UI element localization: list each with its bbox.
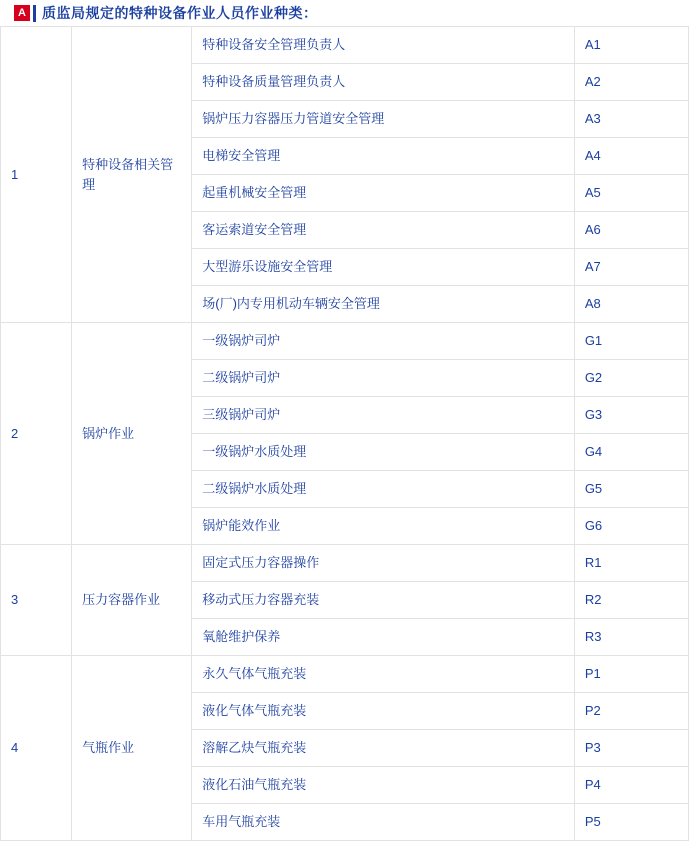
item-name: 特种设备质量管理负责人 [192,64,575,101]
item-code: P1 [574,656,688,693]
group-category-label: 气瓶作业 [82,740,135,755]
item-code: A8 [574,286,688,323]
item-code: R1 [574,545,688,582]
item-name: 场(厂)内专用机动车辆安全管理 [192,286,575,323]
item-name: 溶解乙炔气瓶充装 [192,730,575,767]
item-code: A7 [574,249,688,286]
item-code: G6 [574,508,688,545]
group-category [72,27,192,323]
item-name: 客运索道安全管理 [192,212,575,249]
group-index: 2 [1,323,72,545]
item-name: 二级锅炉司炉 [192,360,575,397]
item-code: P4 [574,767,688,804]
item-code: G4 [574,434,688,471]
item-code: A2 [574,64,688,101]
item-name: 锅炉能效作业 [192,508,575,545]
group-category [72,545,192,656]
item-name: 二级锅炉水质处理 [192,471,575,508]
item-code: R3 [574,619,688,656]
item-code: P2 [574,693,688,730]
item-name: 一级锅炉司炉 [192,323,575,360]
group-index: 1 [1,27,72,323]
item-name: 车用气瓶充装 [192,804,575,841]
table-row [1,323,689,360]
item-code: G3 [574,397,688,434]
item-code: P3 [574,730,688,767]
header-accent-bar [33,5,36,22]
occupation-category-table [0,26,689,841]
item-code: A3 [574,101,688,138]
item-name: 氧舱维护保养 [192,619,575,656]
item-name: 移动式压力容器充装 [192,582,575,619]
item-name: 起重机械安全管理 [192,175,575,212]
table-row [1,656,689,693]
item-name: 锅炉压力容器压力管道安全管理 [192,101,575,138]
item-name: 大型游乐设施安全管理 [192,249,575,286]
item-code: G5 [574,471,688,508]
section-header [0,0,689,26]
item-name: 电梯安全管理 [192,138,575,175]
item-code: R2 [574,582,688,619]
group-index: 4 [1,656,72,841]
section-badge-icon: A [14,5,30,21]
table-row [1,27,689,64]
group-category [72,323,192,545]
item-name: 特种设备安全管理负责人 [192,27,575,64]
group-category-label: 锅炉作业 [82,425,135,441]
table-row [1,545,689,582]
page-title: 质监局规定的特种设备作业人员作业种类： [42,5,318,21]
item-code: A4 [574,138,688,175]
item-code: A1 [574,27,688,64]
group-category-label: 压力容器作业 [82,592,161,607]
item-code: P5 [574,804,688,841]
item-code: G2 [574,360,688,397]
item-name: 永久气体气瓶充装 [192,656,575,693]
table-body [1,27,689,841]
item-code: G1 [574,323,688,360]
item-code: A6 [574,212,688,249]
item-name: 液化气体气瓶充装 [192,693,575,730]
item-name: 三级锅炉司炉 [192,397,575,434]
item-name: 液化石油气瓶充装 [192,767,575,804]
item-name: 固定式压力容器操作 [192,545,575,582]
item-name: 一级锅炉水质处理 [192,434,575,471]
group-index: 3 [1,545,72,656]
item-code: A5 [574,175,688,212]
group-category-label: 特种设备相关管理 [82,156,174,192]
group-category [72,656,192,841]
